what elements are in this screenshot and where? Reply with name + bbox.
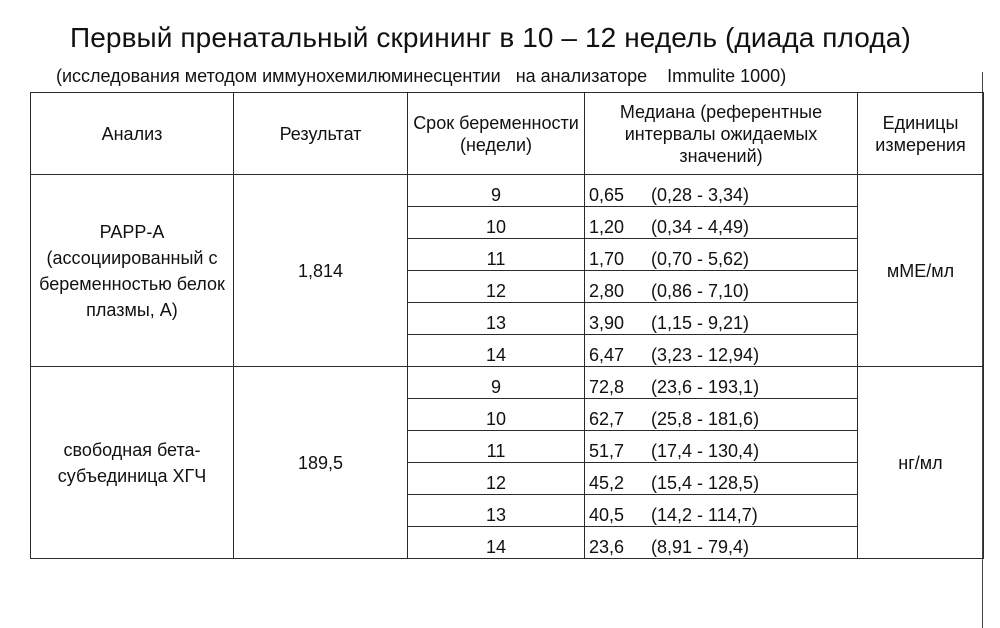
reference-range: (0,28 - 3,34) xyxy=(651,185,750,205)
result-cell xyxy=(234,175,408,367)
week-cell: 10 xyxy=(408,207,585,239)
week-cell: 14 xyxy=(408,527,585,559)
median-value: 51,7 xyxy=(589,441,625,461)
page-title: Первый пренатальный скрининг в 10 – 12 недель (диада плода) xyxy=(70,22,911,53)
week-cell: 11 xyxy=(408,239,585,271)
median-cell xyxy=(585,367,858,399)
median-cell xyxy=(585,271,858,303)
median-cell xyxy=(585,335,858,367)
median-cell xyxy=(585,527,858,559)
reference-range: (25,8 - 181,6) xyxy=(651,409,760,429)
reference-range: (0,70 - 5,62) xyxy=(651,249,750,269)
reference-range: (14,2 - 114,7) xyxy=(651,505,758,525)
units-cell xyxy=(858,175,984,367)
units-value: нг/мл xyxy=(898,452,943,473)
median-value: 62,7 xyxy=(589,409,625,429)
week-cell: 13 xyxy=(408,303,585,335)
median-value: 40,5 xyxy=(589,505,625,525)
table-row xyxy=(31,367,984,399)
header-result xyxy=(234,93,408,175)
header-units-label: Единицы измерения xyxy=(875,112,966,155)
median-cell xyxy=(585,463,858,495)
median-value: 6,47 xyxy=(589,345,625,365)
analysis-cell xyxy=(31,367,234,559)
units-value: мМЕ/мл xyxy=(886,260,955,281)
median-value: 72,8 xyxy=(589,377,625,397)
median-cell xyxy=(585,431,858,463)
page-subtitle: (исследования методом иммунохемилюминесцентии на анализаторе Immulite 1000) xyxy=(56,66,787,86)
week-cell: 12 xyxy=(408,271,585,303)
screening-table xyxy=(30,92,984,559)
reference-range: (0,86 - 7,10) xyxy=(651,281,750,301)
reference-range: (23,6 - 193,1) xyxy=(651,377,760,397)
analysis-cell xyxy=(31,175,234,367)
median-value: 1,20 xyxy=(589,217,625,237)
median-cell xyxy=(585,239,858,271)
median-value: 2,80 xyxy=(589,281,625,301)
week-cell: 10 xyxy=(408,399,585,431)
reference-range: (0,34 - 4,49) xyxy=(651,217,750,237)
reference-range: (15,4 - 128,5) xyxy=(651,473,760,493)
header-median xyxy=(585,93,858,175)
reference-range: (8,91 - 79,4) xyxy=(651,537,750,557)
week-cell: 14 xyxy=(408,335,585,367)
header-analysis-label: Анализ xyxy=(101,123,163,144)
week-cell: 12 xyxy=(408,463,585,495)
median-value: 23,6 xyxy=(589,537,625,557)
week-cell: 11 xyxy=(408,431,585,463)
median-value: 3,90 xyxy=(589,313,625,333)
header-term xyxy=(408,93,585,175)
table-row xyxy=(31,175,984,207)
median-value: 1,70 xyxy=(589,249,625,269)
table-body xyxy=(31,175,984,559)
units-cell xyxy=(858,367,984,559)
reference-range: (1,15 - 9,21) xyxy=(651,313,750,333)
reference-range: (3,23 - 12,94) xyxy=(651,345,760,365)
median-value: 0,65 xyxy=(589,185,625,205)
result-value: 1,814 xyxy=(297,260,344,281)
table-header-row xyxy=(31,93,984,175)
week-cell: 9 xyxy=(408,367,585,399)
median-value: 45,2 xyxy=(589,473,625,493)
analysis-name: PAPP-A (ассоциированный с беременностью белок плазмы, А) xyxy=(39,221,225,320)
median-cell xyxy=(585,207,858,239)
header-analysis xyxy=(31,93,234,175)
reference-range: (17,4 - 130,4) xyxy=(651,441,760,461)
analysis-name: свободная бета-субъединица ХГЧ xyxy=(57,439,207,486)
week-cell: 13 xyxy=(408,495,585,527)
header-units xyxy=(858,93,984,175)
header-result-label: Результат xyxy=(279,123,362,144)
median-cell xyxy=(585,399,858,431)
header-median-label: Медиана (референтные интервалы ожидаемых значений) xyxy=(619,101,823,166)
median-cell xyxy=(585,303,858,335)
result-value: 189,5 xyxy=(297,452,344,473)
median-cell xyxy=(585,175,858,207)
header-term-label: Срок беременности (недели) xyxy=(413,112,579,155)
week-cell: 9 xyxy=(408,175,585,207)
result-cell xyxy=(234,367,408,559)
median-cell xyxy=(585,495,858,527)
